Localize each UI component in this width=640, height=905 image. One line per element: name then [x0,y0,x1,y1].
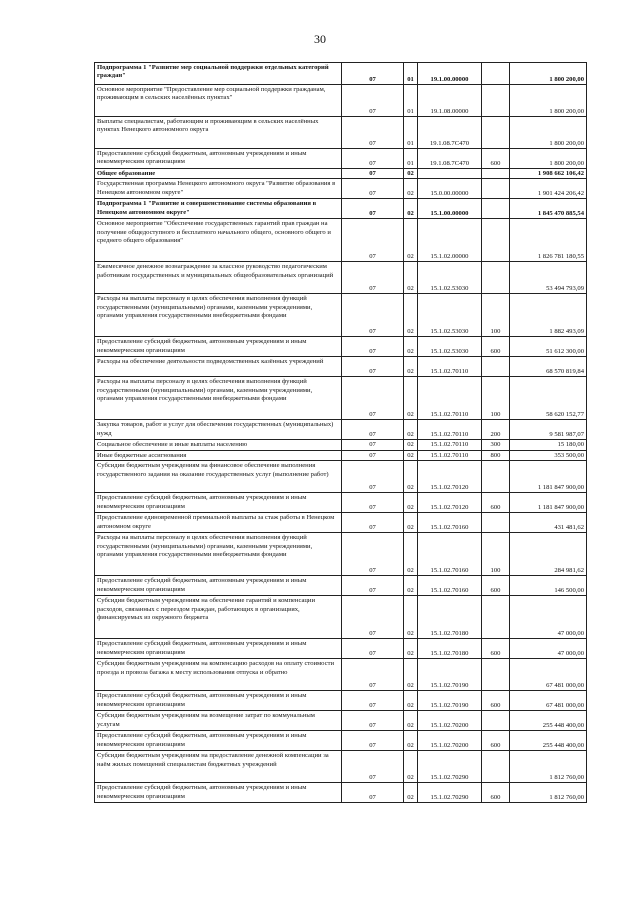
row-expense-type [482,117,510,149]
row-amount: 1 845 470 885,54 [510,199,587,219]
table-row [95,420,587,440]
row-section-code: 07 [342,219,404,262]
row-subsection-code: 02 [404,691,418,711]
row-expense-type [482,169,510,179]
row-target-item: 15.1.02.70290 [418,751,482,783]
row-section-code: 07 [342,493,404,513]
row-name: Выплаты специалистам, работающим и проживающим в сельских населённых пунктах Ненецкого автономного округа [95,117,342,149]
row-target-item: 15.1.02.70110 [418,420,482,440]
row-amount: 284 981,62 [510,533,587,576]
row-section-code: 07 [342,179,404,199]
table-row [95,596,587,639]
row-amount: 1 800 200,00 [510,85,587,117]
row-target-item: 15.1.02.70160 [418,533,482,576]
row-expense-type [482,85,510,117]
table-row [95,219,587,262]
row-subsection-code: 02 [404,461,418,493]
row-amount: 1 812 760,00 [510,751,587,783]
row-subsection-code: 02 [404,533,418,576]
row-target-item: 15.1.02.53030 [418,294,482,337]
row-amount: 353 500,00 [510,450,587,460]
row-target-item: 19.1.08.7С470 [418,149,482,169]
row-subsection-code: 02 [404,513,418,533]
row-subsection-code: 02 [404,337,418,357]
row-section-code: 07 [342,751,404,783]
row-section-code: 07 [342,659,404,691]
row-target-item: 15.1.02.70180 [418,639,482,659]
row-subsection-code: 01 [404,63,418,85]
row-subsection-code: 02 [404,357,418,377]
row-subsection-code: 01 [404,149,418,169]
row-section-code: 07 [342,533,404,576]
row-section-code: 07 [342,731,404,751]
table-row [95,149,587,169]
row-section-code: 07 [342,85,404,117]
row-expense-type: 600 [482,731,510,751]
row-name: Предоставление субсидий бюджетным, автономным учреждениям и иным некоммерческим организациям [95,783,342,803]
row-subsection-code: 02 [404,169,418,179]
row-name: Предоставление субсидий бюджетным, автономным учреждениям и иным некоммерческим организациям [95,731,342,751]
row-expense-type [482,262,510,294]
row-amount: 146 500,00 [510,576,587,596]
row-target-item: 15.1.02.70120 [418,461,482,493]
row-section-code: 07 [342,294,404,337]
row-amount: 1 882 493,09 [510,294,587,337]
row-target-item: 15.1.02.70200 [418,711,482,731]
row-amount: 47 000,00 [510,639,587,659]
row-expense-type: 200 [482,420,510,440]
table-row [95,513,587,533]
row-expense-type: 600 [482,337,510,357]
row-expense-type: 600 [482,691,510,711]
row-name: Субсидии бюджетным учреждениям на возмещение затрат по коммунальным услугам [95,711,342,731]
row-amount: 53 494 793,09 [510,262,587,294]
row-name: Подпрограмма 1 "Развитие и совершенствование системы образования в Ненецком автономном округе" [95,199,342,219]
row-expense-type: 100 [482,294,510,337]
row-section-code: 07 [342,513,404,533]
row-expense-type: 100 [482,533,510,576]
row-name: Предоставление субсидий бюджетным, автономным учреждениям и иным некоммерческим организациям [95,691,342,711]
table-row [95,751,587,783]
row-target-item: 15.1.02.70110 [418,440,482,450]
row-amount: 15 180,00 [510,440,587,450]
row-subsection-code: 02 [404,659,418,691]
table-row [95,440,587,450]
row-amount: 1 908 662 106,42 [510,169,587,179]
row-name: Ежемесячное денежное вознаграждение за классное руководство педагогическим работникам государственных и муниципальных общеобразовательных организаций [95,262,342,294]
row-name: Расходы на выплаты персоналу в целях обеспечения выполнения функций государственными (муниципальными) органами, казенными учреждениями, органами управления государственными внебюджетными фондами [95,377,342,420]
row-name: Предоставление субсидий бюджетным, автономным учреждениям и иным некоммерческим организациям [95,493,342,513]
table-row [95,357,587,377]
row-name: Иные бюджетные ассигнования [95,450,342,460]
row-amount: 51 612 300,00 [510,337,587,357]
row-name: Субсидии бюджетным учреждениям на обеспечение гарантий и компенсации расходов, связанных с переездом граждан, работающих в организациях, финансируемых из окружного бюджета [95,596,342,639]
row-subsection-code: 02 [404,219,418,262]
row-section-code: 07 [342,149,404,169]
page-number: 30 [314,32,326,46]
row-subsection-code: 02 [404,199,418,219]
row-expense-type [482,596,510,639]
row-name: Подпрограмма 1 "Развитие мер социальной поддержки отдельных категорий граждан" [95,63,342,85]
table-row [95,199,587,219]
row-expense-type [482,461,510,493]
row-target-item [418,169,482,179]
row-name: Субсидии бюджетным учреждениям на предоставление денежной компенсации за наём жилых помещений специалистам бюджетных учреждений [95,751,342,783]
row-subsection-code: 02 [404,179,418,199]
row-amount: 1 901 424 206,42 [510,179,587,199]
row-expense-type: 600 [482,493,510,513]
row-expense-type [482,199,510,219]
table-row [95,63,587,85]
table-row [95,337,587,357]
row-target-item: 15.1.02.70190 [418,691,482,711]
row-expense-type [482,711,510,731]
row-subsection-code: 02 [404,639,418,659]
row-target-item: 15.1.02.70160 [418,576,482,596]
row-amount: 67 481 000,00 [510,691,587,711]
row-section-code: 07 [342,262,404,294]
row-expense-type [482,659,510,691]
row-subsection-code: 02 [404,731,418,751]
row-section-code: 07 [342,639,404,659]
row-section-code: 07 [342,461,404,493]
row-expense-type: 100 [482,377,510,420]
row-expense-type: 600 [482,783,510,803]
row-expense-type: 600 [482,576,510,596]
table-row [95,711,587,731]
row-target-item: 15.1.00.00000 [418,199,482,219]
row-section-code: 07 [342,691,404,711]
row-amount: 1 181 847 900,00 [510,461,587,493]
row-amount: 431 481,62 [510,513,587,533]
row-target-item: 15.1.02.70110 [418,450,482,460]
row-subsection-code: 02 [404,596,418,639]
row-name: Социальное обеспечение и иные выплаты населению [95,440,342,450]
row-name: Закупка товаров, работ и услуг для обеспечения государственных (муниципальных) нужд [95,420,342,440]
row-target-item: 15.1.02.70120 [418,493,482,513]
table-row [95,691,587,711]
row-name: Общее образование [95,169,342,179]
row-subsection-code: 02 [404,450,418,460]
table-row [95,377,587,420]
row-section-code: 07 [342,576,404,596]
row-section-code: 07 [342,783,404,803]
row-target-item: 15.0.00.00000 [418,179,482,199]
row-amount: 1 826 781 180,55 [510,219,587,262]
row-target-item: 19.1.08.7С470 [418,117,482,149]
row-name: Основное мероприятие "Предоставление мер социальной поддержки гражданам, проживающим в сельских населённых пунктах" [95,85,342,117]
row-target-item: 15.1.02.00000 [418,219,482,262]
row-expense-type [482,513,510,533]
row-section-code: 07 [342,357,404,377]
row-name: Предоставление субсидий бюджетным, автономным учреждениям и иным некоммерческим организациям [95,639,342,659]
row-expense-type: 600 [482,149,510,169]
row-amount: 1 181 847 900,00 [510,493,587,513]
row-name: Расходы на выплаты персоналу в целях обеспечения выполнения функций государственными (муниципальными) органами, казенными учреждениями, органами управления государственными внебюджетными фондами [95,294,342,337]
row-name: Государственная программа Ненецкого автономного округа "Развитие образования в Ненецком автономном округе" [95,179,342,199]
row-name: Предоставление субсидий бюджетным, автономным учреждениям и иным некоммерческим организациям [95,149,342,169]
row-amount: 1 812 760,00 [510,783,587,803]
table-row [95,783,587,803]
row-amount: 255 448 400,00 [510,731,587,751]
row-expense-type [482,179,510,199]
row-section-code: 07 [342,420,404,440]
row-target-item: 15.1.02.70180 [418,596,482,639]
row-subsection-code: 02 [404,377,418,420]
row-section-code: 07 [342,450,404,460]
row-amount: 1 800 200,00 [510,149,587,169]
table-row [95,576,587,596]
row-section-code: 07 [342,377,404,420]
row-target-item: 15.1.02.53030 [418,337,482,357]
row-amount: 67 481 000,00 [510,659,587,691]
table-row [95,493,587,513]
table-row [95,639,587,659]
row-subsection-code: 02 [404,493,418,513]
row-target-item: 15.1.02.70160 [418,513,482,533]
row-amount: 58 620 152,77 [510,377,587,420]
row-subsection-code: 02 [404,420,418,440]
row-amount: 9 581 987,07 [510,420,587,440]
row-expense-type: 600 [482,639,510,659]
row-section-code: 07 [342,337,404,357]
row-target-item: 15.1.02.70110 [418,377,482,420]
row-amount: 47 000,00 [510,596,587,639]
row-name: Субсидии бюджетным учреждениям на компенсацию расходов на оплату стоимости проезда и провоза багажа к месту использования отпуска и обратно [95,659,342,691]
row-name: Предоставление субсидий бюджетным, автономным учреждениям и иным некоммерческим организациям [95,576,342,596]
row-name: Расходы на обеспечение деятельности подведомственных казённых учреждений [95,357,342,377]
row-amount: 1 800 200,00 [510,63,587,85]
row-subsection-code: 02 [404,294,418,337]
row-expense-type [482,63,510,85]
row-section-code: 07 [342,711,404,731]
row-target-item: 15.1.02.70200 [418,731,482,751]
row-name: Предоставление единовременной премиальной выплаты за стаж работы в Ненецком автономном округе [95,513,342,533]
table-row [95,179,587,199]
table-row [95,169,587,179]
row-target-item: 15.1.02.70290 [418,783,482,803]
table-row [95,731,587,751]
row-expense-type: 300 [482,440,510,450]
table-body [95,63,587,803]
row-target-item: 19.1.08.00000 [418,85,482,117]
row-name: Основное мероприятие "Обеспечение государственных гарантий прав граждан на получение общедоступного и бесплатного начального общего, основного общего и среднего общего образования" [95,219,342,262]
row-expense-type [482,219,510,262]
row-subsection-code: 02 [404,440,418,450]
row-target-item: 15.1.02.53030 [418,262,482,294]
row-target-item: 19.1.00.00000 [418,63,482,85]
row-amount: 1 800 200,00 [510,117,587,149]
row-subsection-code: 02 [404,262,418,294]
row-target-item: 15.1.02.70110 [418,357,482,377]
table-row [95,533,587,576]
row-amount: 68 570 819,84 [510,357,587,377]
row-amount: 255 448 400,00 [510,711,587,731]
table-row [95,461,587,493]
row-section-code: 07 [342,199,404,219]
row-subsection-code: 02 [404,711,418,731]
table-row [95,450,587,460]
row-expense-type [482,357,510,377]
table-row [95,294,587,337]
row-name: Субсидии бюджетным учреждениям на финансовое обеспечение выполнения государственного задания на оказание государственных услуг (выполнение работ) [95,461,342,493]
table-row [95,85,587,117]
row-subsection-code: 02 [404,751,418,783]
row-section-code: 07 [342,169,404,179]
row-expense-type: 800 [482,450,510,460]
table-row [95,117,587,149]
row-name: Предоставление субсидий бюджетным, автономным учреждениям и иным некоммерческим организациям [95,337,342,357]
row-section-code: 07 [342,117,404,149]
row-section-code: 07 [342,63,404,85]
row-name: Расходы на выплаты персоналу в целях обеспечения выполнения функций государственными (муниципальными) органами, казенными учреждениями, органами управления государственными внебюджетными фондами [95,533,342,576]
row-subsection-code: 02 [404,783,418,803]
budget-table [94,62,587,803]
table-row [95,659,587,691]
row-subsection-code: 01 [404,85,418,117]
row-section-code: 07 [342,440,404,450]
table-row [95,262,587,294]
row-expense-type [482,751,510,783]
row-subsection-code: 02 [404,576,418,596]
row-section-code: 07 [342,596,404,639]
row-subsection-code: 01 [404,117,418,149]
row-target-item: 15.1.02.70190 [418,659,482,691]
